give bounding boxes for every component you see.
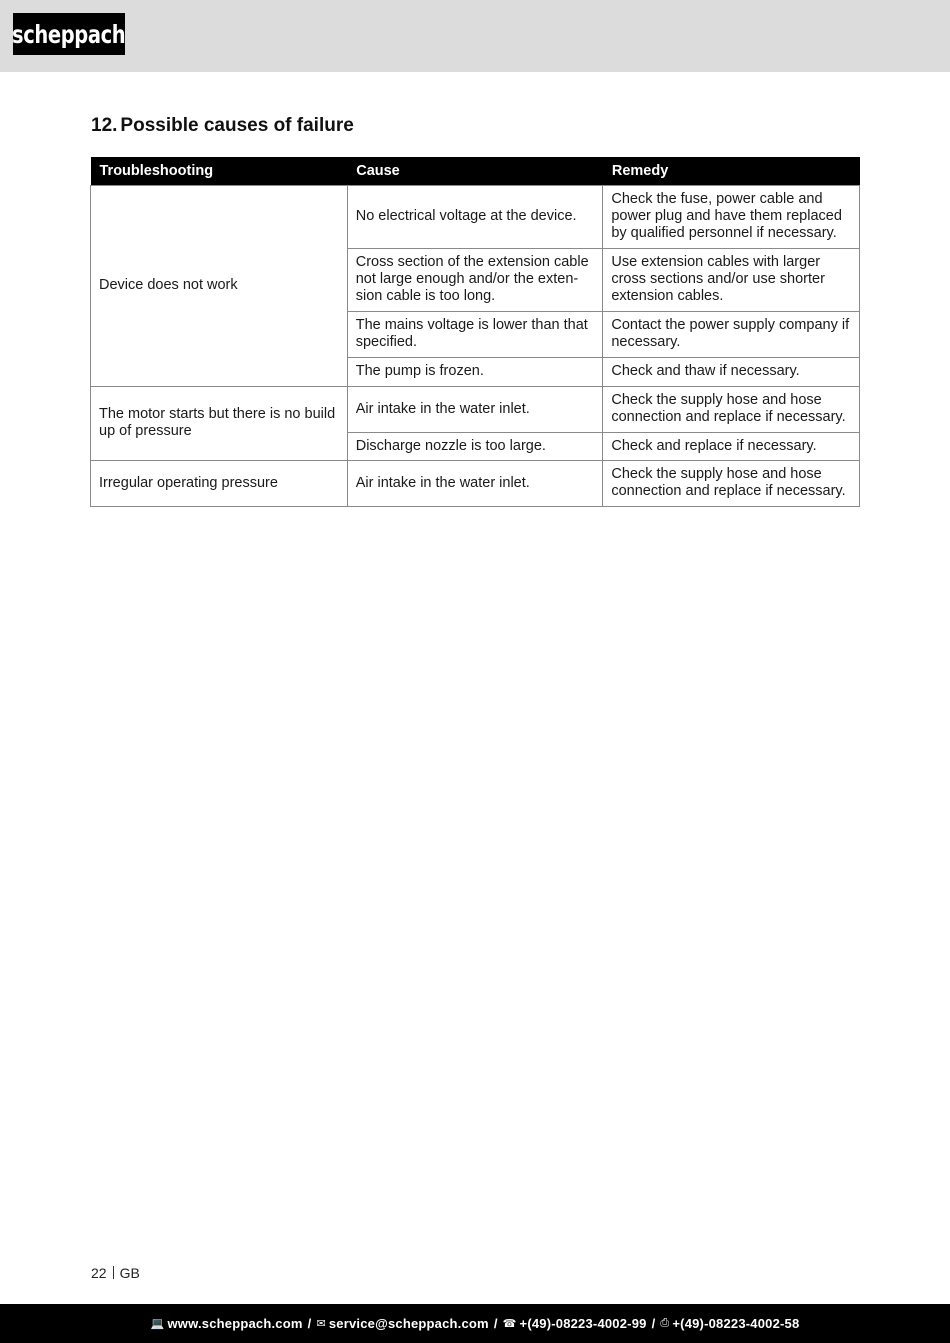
cause-cell: The mains voltage is lower than that specified.: [347, 311, 603, 357]
section-number: 12.: [91, 115, 118, 136]
remedy-cell: Check and replace if necessary.: [603, 432, 860, 460]
header-remedy: Remedy: [603, 157, 860, 185]
footer-phone: +(49)-08223-4002-99: [519, 1316, 647, 1331]
remedy-cell: Check the fuse, power cable and power plug and have them replaced by qualified personnel if necessary.: [603, 185, 860, 248]
computer-icon: 💻: [150, 1318, 165, 1330]
fax-icon: ⎙: [660, 1317, 670, 1329]
cause-cell: Air intake in the water inlet.: [347, 460, 603, 506]
footer-email[interactable]: service@scheppach.com: [328, 1316, 489, 1331]
footer-separator: /: [493, 1316, 498, 1331]
page-number-value: 22: [91, 1265, 107, 1281]
page-footer: [0, 1304, 950, 1343]
problem-cell: Device does not work: [91, 185, 348, 386]
email-icon: ✉: [316, 1318, 326, 1330]
header-troubleshooting: Troubleshooting: [91, 157, 348, 185]
remedy-cell: Check the supply hose and hose connection and replace if necessary.: [603, 386, 860, 432]
page-number: [91, 1265, 140, 1281]
footer-separator: /: [651, 1316, 656, 1331]
page-header: [0, 0, 950, 72]
page-number-divider: [113, 1266, 114, 1279]
table-row: [91, 386, 860, 432]
cause-cell: The pump is frozen.: [347, 357, 603, 386]
remedy-cell: Contact the power supply company if necessary.: [603, 311, 860, 357]
scheppach-logo: scheppach: [13, 13, 125, 55]
cause-cell: Air intake in the water inlet.: [347, 386, 603, 432]
footer-website[interactable]: www.scheppach.com: [167, 1316, 303, 1331]
remedy-cell: Check and thaw if necessary.: [603, 357, 860, 386]
table-row: [91, 460, 860, 506]
cause-cell: Cross section of the extension cable not large enough and/or the exten-sion cable is too long.: [347, 248, 603, 311]
cause-cell: No electrical voltage at the device.: [347, 185, 603, 248]
footer-fax: +(49)-08223-4002-58: [672, 1316, 800, 1331]
remedy-cell: Check the supply hose and hose connection and replace if necessary.: [603, 460, 860, 506]
problem-cell: The motor starts but there is no build up of pressure: [91, 386, 348, 460]
phone-icon: ☎: [502, 1318, 517, 1330]
cause-cell: Discharge nozzle is too large.: [347, 432, 603, 460]
section-title-text: Possible causes of failure: [120, 115, 354, 136]
table-header-row: [91, 157, 860, 185]
section-title: [91, 115, 354, 137]
footer-separator: /: [307, 1316, 312, 1331]
page-language: GB: [119, 1265, 140, 1281]
remedy-cell: Use extension cables with larger cross sections and/or use shorter extension cables.: [603, 248, 860, 311]
table-row: [91, 185, 860, 248]
troubleshooting-table: [90, 157, 860, 507]
problem-cell: Irregular operating pressure: [91, 460, 348, 506]
header-cause: Cause: [347, 157, 603, 185]
